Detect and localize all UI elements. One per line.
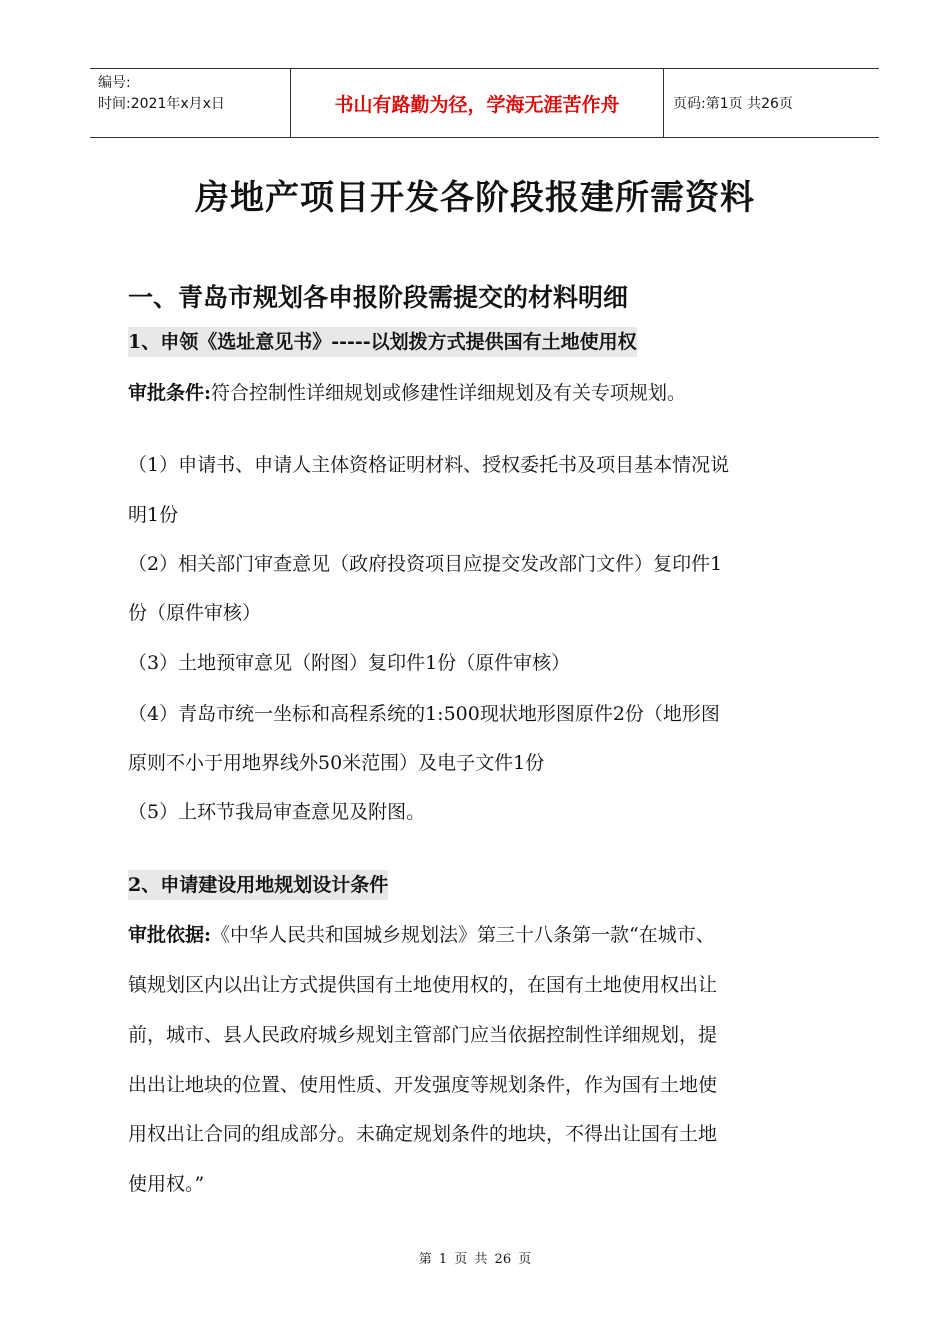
time-label: 时间:2021年x月x日: [98, 96, 225, 112]
header-page-info: 页码:第1页 共26页: [673, 96, 793, 112]
basis-label: 审批依据:: [128, 924, 212, 946]
page-footer: 第 1 页 共 26 页: [418, 1252, 532, 1267]
item2-line: 用权出让合同的组成部分。未确定规划条件的地块，不得出让国有土地: [128, 1123, 718, 1145]
item2-line: 使用权。”: [128, 1173, 205, 1195]
item2-line: 前，城市、县人民政府城乡规划主管部门应当依据控制性详细规划，提: [128, 1024, 718, 1046]
number-label: 编号:: [98, 75, 131, 91]
header-motto: 书山有路勤为径，学海无涯苦作舟: [291, 69, 664, 137]
item1-line: 份（原件审核）: [128, 602, 262, 624]
item1-line: （1）申请书、申请人主体资格证明材料、授权委托书及项目基本情况说: [128, 454, 730, 476]
item2-basis: [128, 922, 715, 948]
item1-heading: 1、申领《选址意见书》-----以划拨方式提供国有土地使用权: [128, 327, 637, 357]
item2-line: 镇规划区内以出让方式提供国有土地使用权的，在国有土地使用权出让: [128, 974, 718, 996]
condition-label: 审批条件:: [128, 382, 212, 404]
item2-heading: 2、申请建设用地规划设计条件: [128, 870, 388, 900]
item1-line: （3）土地预审意见（附图）复印件1份（原件审核）: [128, 652, 571, 674]
item1-line: （5）上环节我局审查意见及附图。: [128, 801, 426, 823]
item1-line: 明1份: [128, 504, 179, 526]
item1-line: 原则不小于用地界线外50米范围）及电子文件1份: [128, 752, 545, 774]
document-title: 房地产项目开发各阶段报建所需资料: [195, 178, 755, 218]
condition-text: 符合控制性详细规划或修建性详细规划及有关专项规划。: [211, 382, 687, 404]
section-heading: 一、青岛市规划各申报阶段需提交的材料明细: [128, 283, 629, 312]
item1-condition: [128, 380, 686, 406]
basis-text: 《中华人民共和国城乡规划法》第三十八条第一款“在城市、: [211, 924, 715, 946]
item1-line: （4）青岛市统一坐标和高程系统的1:500现状地形图原件2份（地形图: [128, 703, 720, 725]
item2-line: 出出让地块的位置、使用性质、开发强度等规划条件，作为国有土地使: [128, 1074, 718, 1096]
header-table: [90, 68, 879, 138]
header-meta: [90, 69, 291, 137]
item1-line: （2）相关部门审查意见（政府投资项目应提交发改部门文件）复印件1: [128, 553, 723, 575]
